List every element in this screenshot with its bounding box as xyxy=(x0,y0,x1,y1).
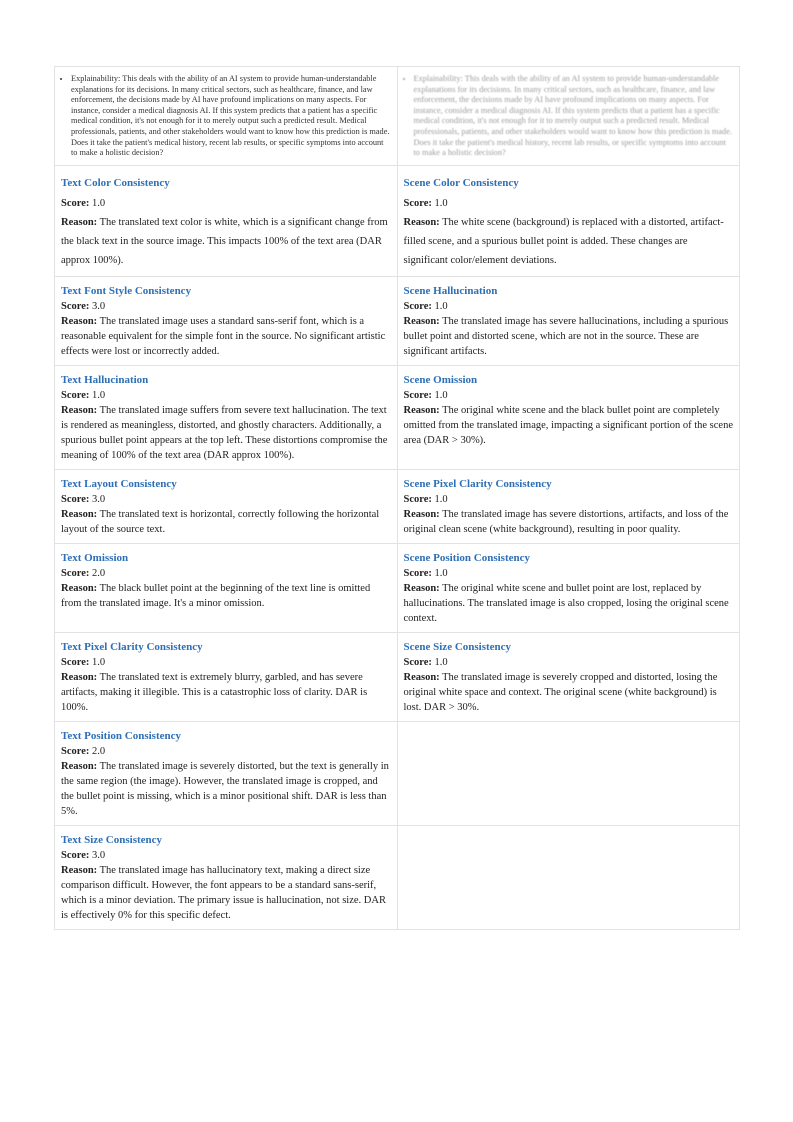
metric-cell xyxy=(397,276,740,365)
translated-term: Explainability: xyxy=(413,74,463,83)
reason-text: The translated text is horizontal, correctly following the horizontal layout of the source text. xyxy=(61,508,380,535)
reason-text: The translated image suffers from severe text hallucination. The text is rendered as meaningless, distorted, and ghostly characters. Additionally, a spurious bullet point appears at the top left. These distortions compromise the meaning of 100% of the text area (DAR approx 100%). xyxy=(61,404,388,461)
score-label: Score: xyxy=(61,300,90,312)
metric-cell xyxy=(397,165,740,276)
reason-label: Reason: xyxy=(61,760,98,772)
source-image xyxy=(61,74,391,159)
source-bullet xyxy=(71,74,391,159)
score-label: Score: xyxy=(403,197,432,209)
translated-image-cell xyxy=(397,67,740,166)
metric-cell xyxy=(397,543,740,632)
source-image-cell xyxy=(55,67,398,166)
score-label: Score: xyxy=(403,389,432,401)
translated-text: This deals with the ability of an AI system to provide human-understandable explanations for its decisions. In many critical sectors, such as healthcare, finance, and law enforcement, the decisions made by AI have profound implications on many aspects. For instance, consider a medical diagnosis AI. If this system predicts that a patient has a specific medical condition, it's not enough for it to merely output such a predicted result. Medical professionals, patients, and other stakeholders would want to know how this prediction is made. Does it take the patient's medical history, recent lab results, or specific symptoms into account to make a holistic decision? xyxy=(413,74,732,158)
metric-reason xyxy=(404,507,734,537)
metric-title: Text Hallucination xyxy=(61,373,149,386)
metric-title: Scene Position Consistency xyxy=(403,551,530,564)
score-label: Score: xyxy=(61,389,90,401)
reason-text: The translated text color is white, which is a significant change from the black text in the source image. This impacts 100% of the text area (DAR approx 100%). xyxy=(61,216,388,266)
score-label: Score: xyxy=(61,849,90,861)
image-row xyxy=(55,67,740,166)
metric-row xyxy=(55,543,740,632)
metric-cell xyxy=(55,825,398,929)
reason-label: Reason: xyxy=(403,582,440,594)
metric-cell xyxy=(55,276,398,365)
reason-text: The translated image is severely cropped and distorted, losing the original white space and context. The original scene (white background) is lost. DAR > 30%. xyxy=(403,671,718,713)
metric-row xyxy=(55,632,740,721)
metric-cell xyxy=(55,632,398,721)
reason-label: Reason: xyxy=(403,216,440,228)
score-label: Score: xyxy=(61,567,90,579)
reason-text: The original white scene and the black bullet point are completely omitted from the translated image, impacting a significant portion of the scene area (DAR > 30%). xyxy=(403,404,733,446)
score-label: Score: xyxy=(403,493,432,505)
metric-reason xyxy=(404,314,734,359)
score-label: Score: xyxy=(403,656,432,668)
metric-reason xyxy=(61,759,391,819)
metric-cell xyxy=(55,543,398,632)
score-value: 1.0 xyxy=(92,197,106,209)
reason-label: Reason: xyxy=(61,404,98,416)
metric-cell xyxy=(55,365,398,469)
evaluation-table xyxy=(54,66,740,930)
reason-text: The original white scene and bullet point are lost, replaced by hallucinations. The translated image is also cropped, losing the original scene context. xyxy=(403,582,729,624)
metric-title: Text Size Consistency xyxy=(61,833,163,846)
metric-cell xyxy=(55,721,398,825)
metric-reason xyxy=(404,403,734,448)
reason-label: Reason: xyxy=(61,216,98,228)
score-value: 2.0 xyxy=(92,745,106,757)
reason-text: The translated image has severe distortions, artifacts, and loss of the original clean scene (white background), resulting in poor quality. xyxy=(403,508,729,535)
metric-cell xyxy=(397,469,740,543)
metric-score xyxy=(404,299,734,314)
score-value: 1.0 xyxy=(92,389,106,401)
metric-score xyxy=(404,194,734,213)
metric-score xyxy=(61,566,391,581)
metric-title: Scene Color Consistency xyxy=(403,176,519,189)
score-value: 1.0 xyxy=(92,656,106,668)
metric-row xyxy=(55,469,740,543)
reason-text: The translated text is extremely blurry, garbled, and has severe artifacts, making it illegible. This is a catastrophic loss of clarity. DAR is 100%. xyxy=(61,671,368,713)
metric-title: Text Layout Consistency xyxy=(61,477,177,490)
metric-score xyxy=(61,492,391,507)
metric-score xyxy=(61,744,391,759)
metric-score xyxy=(61,299,391,314)
metric-row xyxy=(55,365,740,469)
empty-cell xyxy=(397,825,740,929)
score-value: 1.0 xyxy=(434,197,448,209)
reason-label: Reason: xyxy=(61,671,98,683)
metric-title: Text Font Style Consistency xyxy=(61,284,192,297)
reason-label: Reason: xyxy=(403,315,440,327)
score-value: 1.0 xyxy=(434,300,448,312)
score-value: 1.0 xyxy=(434,493,448,505)
metric-cell xyxy=(55,469,398,543)
reason-label: Reason: xyxy=(403,671,440,683)
metric-score xyxy=(61,194,391,213)
metric-score xyxy=(61,655,391,670)
reason-text: The black bullet point at the beginning of the text line is omitted from the translated image. It's a minor omission. xyxy=(61,582,371,609)
metric-row xyxy=(55,276,740,365)
reason-text: The translated image has hallucinatory text, making a direct size comparison difficult. However, the font appears to be a standard sans-serif, which is a minor deviation. The primary issue is hallucination, not size. DAR is effectively 0% for this specific defect. xyxy=(61,864,386,921)
metric-reason xyxy=(404,670,734,715)
reason-label: Reason: xyxy=(61,582,98,594)
metric-reason xyxy=(61,213,391,270)
metric-score xyxy=(61,848,391,863)
score-value: 3.0 xyxy=(92,300,106,312)
score-label: Score: xyxy=(61,656,90,668)
metric-title: Text Pixel Clarity Consistency xyxy=(61,640,203,653)
source-text: This deals with the ability of an AI system to provide human-understandable explanations for its decisions. In many critical sectors, such as healthcare, finance, and law enforcement, the decisions made by AI have profound implications on many aspects. For instance, consider a medical diagnosis AI. If this system predicts that a patient has a specific medical condition, it's not enough for it to merely output such a predicted result. Medical professionals, patients, and other stakeholders would want to know how this prediction is made. Does it take the patient's medical history, recent lab results, or specific symptoms into account to make a holistic decision? xyxy=(71,74,390,158)
reason-label: Reason: xyxy=(61,864,98,876)
metric-cell xyxy=(397,632,740,721)
score-label: Score: xyxy=(61,493,90,505)
metric-score xyxy=(404,492,734,507)
metric-title: Scene Size Consistency xyxy=(403,640,512,653)
metric-title: Text Position Consistency xyxy=(61,729,181,742)
score-label: Score: xyxy=(403,567,432,579)
metric-score xyxy=(404,388,734,403)
metric-title: Text Color Consistency xyxy=(61,176,170,189)
metric-reason xyxy=(61,670,391,715)
score-label: Score: xyxy=(61,745,90,757)
metric-reason xyxy=(61,314,391,359)
reason-label: Reason: xyxy=(61,508,98,520)
reason-label: Reason: xyxy=(403,404,440,416)
reason-text: The white scene (background) is replaced with a distorted, artifact-filled scene, and a spurious bullet point is added. These changes are significant color/element deviations. xyxy=(403,216,724,266)
translated-image xyxy=(404,74,734,159)
metric-reason xyxy=(61,403,391,463)
metric-reason xyxy=(61,863,391,923)
metric-title: Scene Omission xyxy=(403,373,478,386)
metric-reason xyxy=(404,581,734,626)
metric-cell xyxy=(55,165,398,276)
source-term: Explainability: xyxy=(71,74,121,83)
reason-label: Reason: xyxy=(403,508,440,520)
metric-title: Scene Pixel Clarity Consistency xyxy=(403,477,552,490)
score-value: 1.0 xyxy=(434,567,448,579)
metric-score xyxy=(404,566,734,581)
metric-reason xyxy=(404,213,734,270)
reason-text: The translated image is severely distorted, but the text is generally in the same region (the image). However, the translated image is cropped, and the bullet point is missing, which is a minor positional shift. DAR is less than 5%. xyxy=(61,760,389,817)
score-value: 3.0 xyxy=(92,493,106,505)
score-value: 2.0 xyxy=(92,567,106,579)
metric-row xyxy=(55,165,740,276)
reason-text: The translated image uses a standard sans-serif font, which is a reasonable equivalent for the simple font in the source. No significant artistic effects were lost or incorrectly added. xyxy=(61,315,386,357)
metric-cell xyxy=(397,365,740,469)
metric-row xyxy=(55,825,740,929)
score-label: Score: xyxy=(61,197,90,209)
metric-row xyxy=(55,721,740,825)
metric-title: Scene Hallucination xyxy=(403,284,498,297)
metric-title: Text Omission xyxy=(61,551,129,564)
score-value: 1.0 xyxy=(434,389,448,401)
metric-score xyxy=(61,388,391,403)
reason-label: Reason: xyxy=(61,315,98,327)
metric-score xyxy=(404,655,734,670)
score-value: 1.0 xyxy=(434,656,448,668)
score-label: Score: xyxy=(403,300,432,312)
translated-bullet xyxy=(414,74,734,159)
metric-reason xyxy=(61,507,391,537)
empty-cell xyxy=(397,721,740,825)
metric-reason xyxy=(61,581,391,611)
score-value: 3.0 xyxy=(92,849,106,861)
reason-text: The translated image has severe hallucinations, including a spurious bullet point and distorted scene, which are not in the source. These are significant artifacts. xyxy=(403,315,729,357)
